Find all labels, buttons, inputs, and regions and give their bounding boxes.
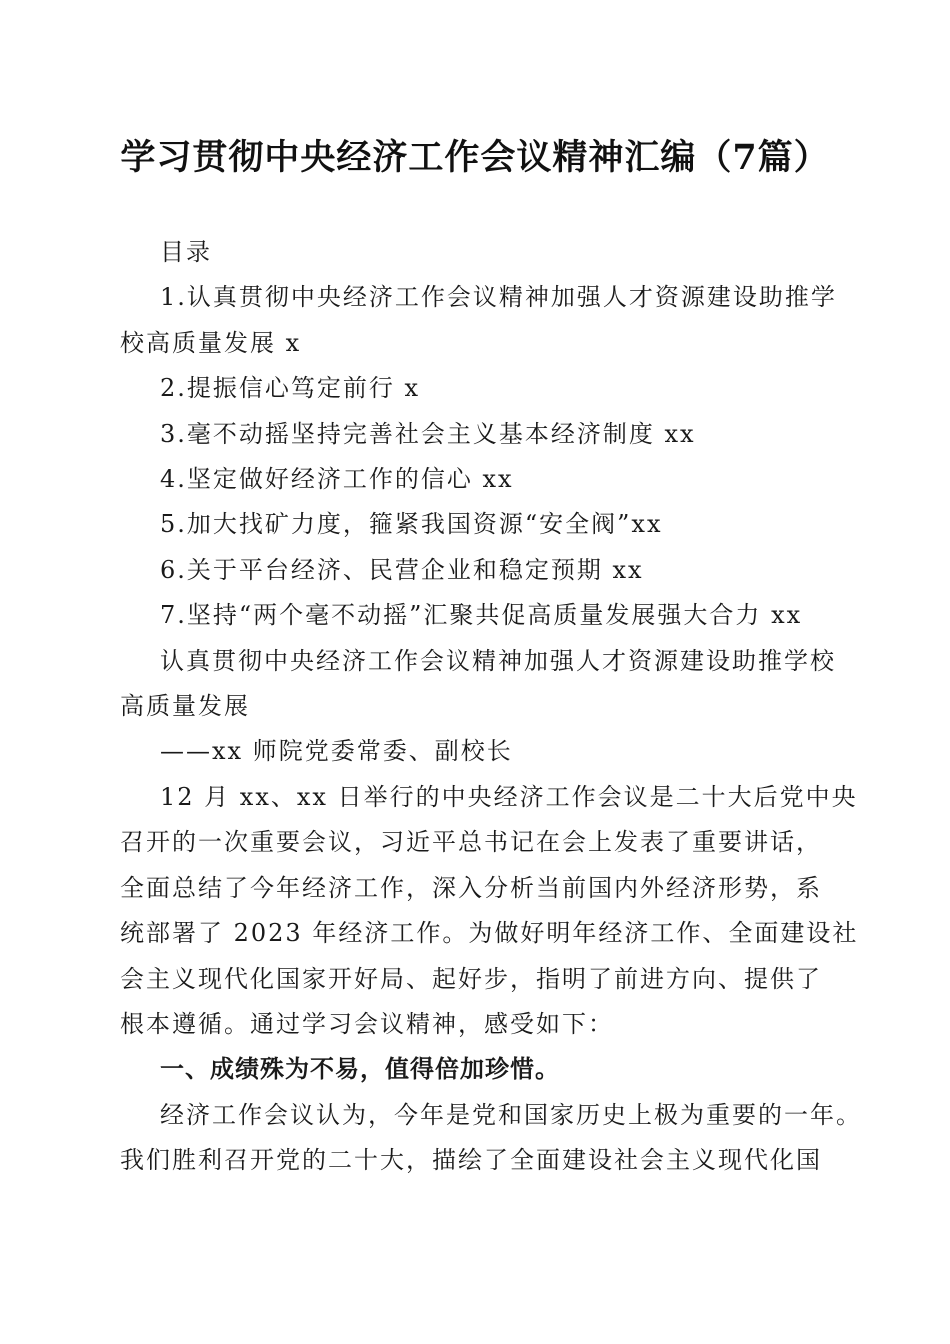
paragraph-line: 全面总结了今年经济工作，深入分析当前国内外经济形势，系 <box>120 873 822 902</box>
document-body <box>120 230 862 1184</box>
toc-item: 3.毫不动摇坚持完善社会主义基本经济制度 xx <box>160 419 696 448</box>
article-title-continuation: 高质量发展 <box>120 692 250 721</box>
toc-item: 4.坚定做好经济工作的信心 xx <box>160 465 514 494</box>
toc-item: 7.坚持“两个毫不动摇”汇聚共促高质量发展强大合力 xx <box>160 601 803 630</box>
toc-item: 2.提振信心笃定前行 x <box>160 374 421 403</box>
paragraph-line: 统部署了 2023 年经济工作。为做好明年经济工作、全面建设社 <box>120 919 859 948</box>
toc-item-continuation: 校高质量发展 x <box>120 328 302 357</box>
paragraph-line: 我们胜利召开党的二十大，描绘了全面建设社会主义现代化国 <box>120 1146 822 1175</box>
paragraph-line: 经济工作会议认为，今年是党和国家历史上极为重要的一年。 <box>160 1100 862 1129</box>
document-title: 学习贯彻中央经济工作会议精神汇编（7篇） <box>120 137 830 178</box>
paragraph-line: 召开的一次重要会议，习近平总书记在会上发表了重要讲话， <box>120 828 822 857</box>
article-byline: ——xx 师院党委常委、副校长 <box>160 737 513 766</box>
article-title: 认真贯彻中央经济工作会议精神加强人才资源建设助推学校 <box>160 646 836 675</box>
paragraph-line: 会主义现代化国家开好局、起好步，指明了前进方向、提供了 <box>120 964 822 993</box>
toc-item: 5.加大找矿力度，箍紧我国资源“安全阀”xx <box>160 510 663 539</box>
toc-item: 6.关于平台经济、民营企业和稳定预期 xx <box>160 555 644 584</box>
paragraph-line: 根本遵循。通过学习会议精神，感受如下： <box>120 1009 614 1038</box>
section-heading: 一、成绩殊为不易，值得倍加珍惜。 <box>160 1055 560 1084</box>
toc-heading: 目录 <box>160 238 212 266</box>
toc-item: 1.认真贯彻中央经济工作会议精神加强人才资源建设助推学 <box>160 283 837 312</box>
paragraph-line: 12 月 xx、xx 日举行的中央经济工作会议是二十大后党中央 <box>160 782 858 811</box>
